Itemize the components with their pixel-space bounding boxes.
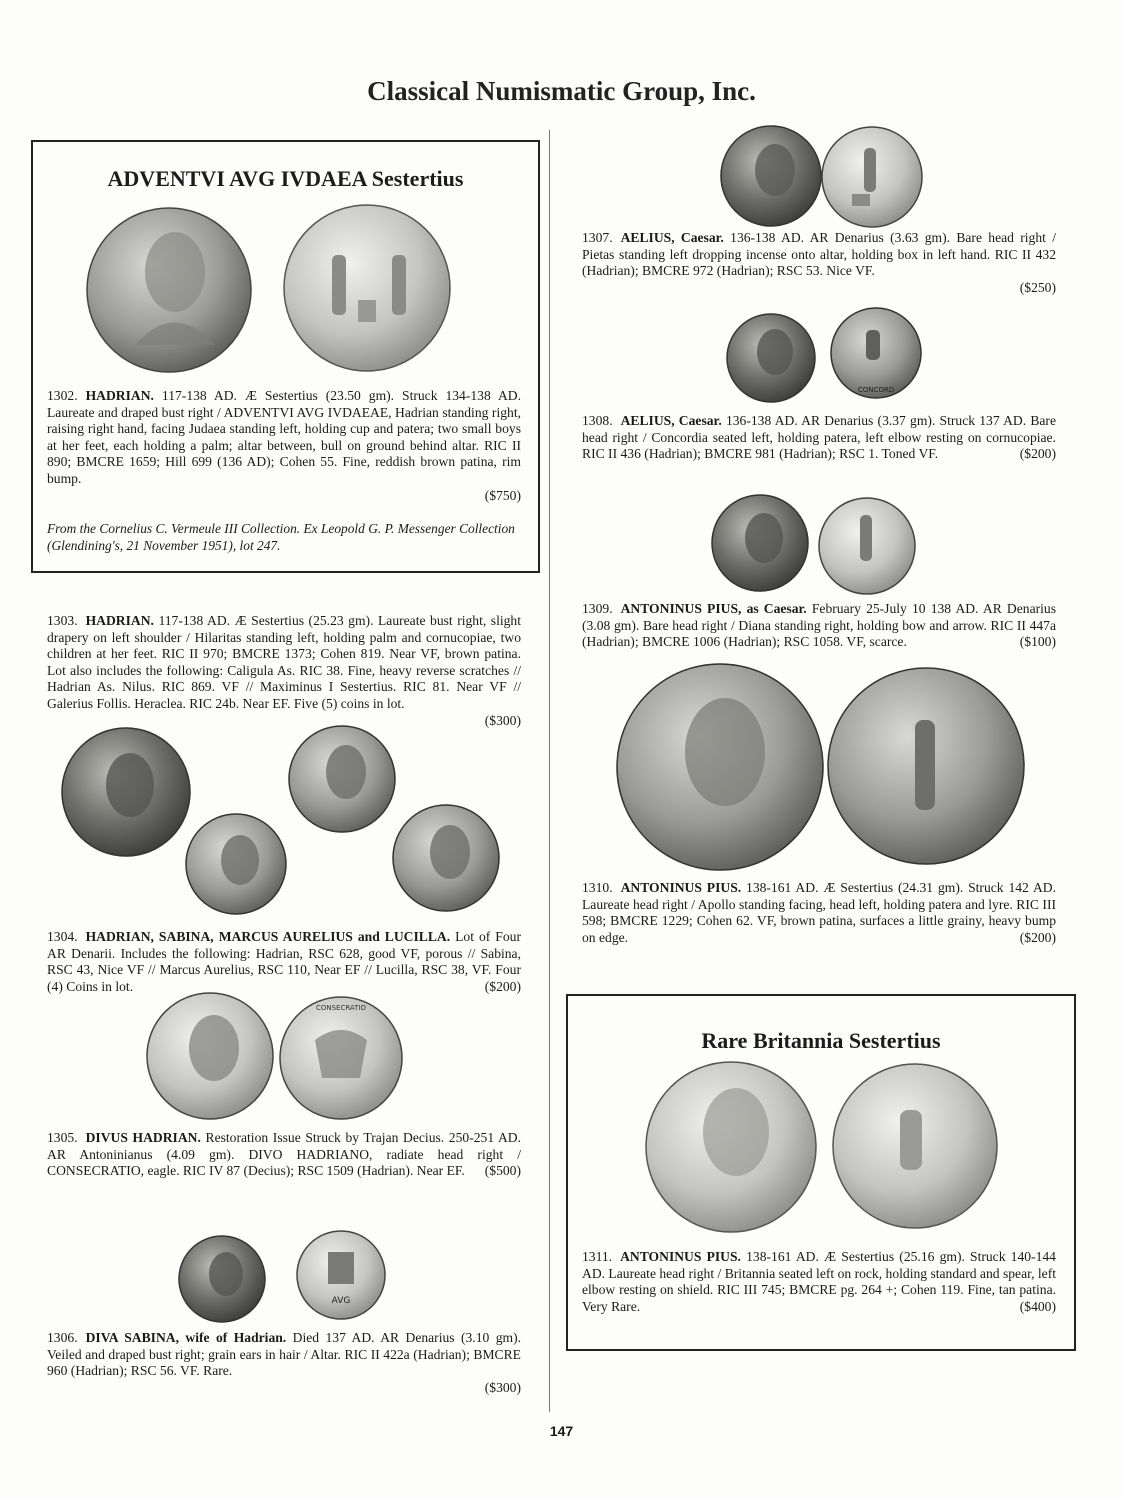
lot-name: ANTONINUS PIUS. xyxy=(620,1249,741,1264)
lot-price: ($400) xyxy=(1019,1298,1056,1314)
coin-1305-obverse xyxy=(147,993,273,1119)
lot-name: HADRIAN. xyxy=(85,613,154,628)
lot-description: 136-138 AD. AR Denarius (3.37 gm). Struck 137 AD. Bare head right / Concordia seated left, holding patera, left elbow resting on cornucopiae. RIC II 436 (Hadrian); BMCRE 981 (Hadrian); RSC 1. Toned VF. xyxy=(582,413,1056,462)
coin-1310-reverse xyxy=(828,668,1024,864)
lot-price: ($500) xyxy=(484,1163,521,1179)
coin-1303-3 xyxy=(289,726,395,832)
lot-price: ($200) xyxy=(1019,929,1056,945)
lot-1310 xyxy=(582,880,1056,946)
coin-1308-reverse xyxy=(831,308,921,398)
lot-number: 1303. xyxy=(47,613,78,628)
lot-price: ($200) xyxy=(1019,446,1056,462)
lot-1309 xyxy=(582,601,1056,651)
lot-description: Died 137 AD. AR Denarius (3.10 gm). Veiled and draped bust right; grain ears in hair / Altar. RIC II 422a (Hadrian); BMCRE 960 (Hadrian); RSC 56. VF. Rare. xyxy=(47,1330,522,1379)
lot-price: ($250) xyxy=(1019,279,1056,295)
lot-number: 1309. xyxy=(582,601,613,616)
coin-1309-obverse xyxy=(712,495,808,591)
lot-description: Lot of Four AR Denarii. Includes the following: Hadrian, RSC 628, good VF, porous // Sabina, RSC 43, Nice VF // Marcus Aurelius, RSC 110, Near EF // Lucilla, RSC 38, VF. Four (4) Coins in lot. xyxy=(47,929,521,994)
lot-name: DIVA SABINA, wife of Hadrian. xyxy=(85,1330,287,1345)
coin-1302-obverse xyxy=(87,208,251,372)
lot-description: Restoration Issue Struck by Trajan Decius. 250-251 AD. AR Antoninianus (4.09 gm). DIVO HADRIANO, radiate head right / CONSECRATIO, eagle. RIC IV 87 (Decius); RSC 1509 (Hadrian). Near EF. xyxy=(47,1130,522,1179)
coin-1306-obverse xyxy=(179,1236,265,1322)
lot-description: 117-138 AD. Æ Sestertius (25.23 gm). Laureate bust right, slight drapery on left shoulder / Hilaritas standing left, holding palm and cornucopiae, two children at her feet. RIC II 970; BMCRE 1373; Cohen 819. Near VF, brown patina. Lot also includes the following: Caligula As. RIC 38. Fine, heavy reverse scratches // Hadrian As. Nilus. RIC 869. VF // Maximinus I Sestertius. RIC 81. Near VF // Galerius Follis. Heraclea. RIC 24b. Near EF. Five (5) coins in lot. xyxy=(47,613,521,711)
feature-box-title: ADVENTVI AVG IVDAEA Sestertius xyxy=(107,166,464,191)
lot-number: 1307. xyxy=(582,230,613,245)
lot-number: 1305. xyxy=(47,1130,78,1145)
coin-1310-obverse xyxy=(617,664,823,870)
lot-1305 xyxy=(47,1130,521,1180)
coin-1311-obverse xyxy=(646,1062,816,1232)
coin-legend-1308: CONCORD xyxy=(857,386,895,394)
lot-number: 1310. xyxy=(582,880,613,895)
lot-1304 xyxy=(47,929,521,995)
lot-1302-provenance: From the Cornelius C. Vermeule III Collection. Ex Leopold G. P. Messenger Collection (Glendining's, 21 November 1951), lot 247. xyxy=(47,521,515,553)
coin-1303-1 xyxy=(62,728,190,856)
coin-1311-reverse xyxy=(833,1064,997,1228)
lot-price: ($300) xyxy=(484,1379,521,1395)
lot-name: DIVUS HADRIAN. xyxy=(85,1130,201,1145)
lot-name: AELIUS, Caesar. xyxy=(620,413,722,428)
lot-description: February 25-July 10 138 AD. AR Denarius (3.08 gm). Bare head right / Diana standing right, holding bow and arrow. RIC II 447a (Hadrian); BMCRE 1006 (Hadrian); RSC 1058. VF, scarce. xyxy=(582,601,1056,650)
lot-1308 xyxy=(582,413,1056,463)
coin-1303-4 xyxy=(393,805,499,911)
lot-description: 138-161 AD. Æ Sestertius (25.16 gm). Struck 140-144 AD. Laureate head right / Britannia seated left on rock, holding standard and spear, left elbow resting on shield. RIC III 745; BMCRE pg. 264 +; Cohen 119. Fine, tan patina. Very Rare. xyxy=(582,1249,1056,1314)
lot-1307 xyxy=(582,230,1056,296)
coin-1309-reverse xyxy=(819,498,915,594)
lot-description: 117-138 AD. Æ Sestertius (23.50 gm). Struck 134-138 AD. Laureate and draped bust right / ADVENTVI AVG IVDAEAE, Hadrian standing right, raising right hand, facing Judaea standing left, holding cup and patera; two small boys at her feet, each holding a palm; altar between, bull on ground behind altar. RIC II 890; BMCRE 1659; Hill 699 (136 AD); Cohen 55. Fine, reddish brown patina, rim bump. xyxy=(47,388,521,486)
coin-1306-reverse xyxy=(297,1231,385,1319)
coin-1305-reverse xyxy=(280,997,402,1119)
lot-1306 xyxy=(47,1330,521,1396)
coin-1307-obverse xyxy=(721,126,821,226)
coin-1308-obverse xyxy=(727,314,815,402)
lot-1303 xyxy=(47,613,521,729)
page-number: 147 xyxy=(549,1423,574,1439)
page-header: Classical Numismatic Group, Inc. xyxy=(367,76,756,106)
coin-legend-1305: CONSECRATIO xyxy=(315,1004,367,1012)
lot-price: ($100) xyxy=(1019,634,1056,650)
lot-number: 1308. xyxy=(582,413,613,428)
lot-name: ANTONINUS PIUS, as Caesar. xyxy=(620,601,807,616)
lot-1311 xyxy=(582,1249,1056,1315)
lot-number: 1306. xyxy=(47,1330,78,1345)
coin-legend-1306: AVG xyxy=(331,1296,351,1306)
lot-name: ANTONINUS PIUS. xyxy=(620,880,742,895)
lot-name: AELIUS, Caesar. xyxy=(620,230,724,245)
lot-description: 136-138 AD. AR Denarius (3.63 gm). Bare head right / Pietas standing left dropping incense onto altar, holding box in left hand. RIC II 432 (Hadrian); BMCRE 972 (Hadrian); RSC 53. Nice VF. xyxy=(582,230,1056,279)
lot-price: ($300) xyxy=(484,712,521,728)
lot-price: ($200) xyxy=(484,978,521,994)
coin-1302-reverse xyxy=(284,205,450,371)
lot-price: ($750) xyxy=(484,487,521,503)
lot-name: HADRIAN. xyxy=(85,388,154,403)
coin-1303-2 xyxy=(186,814,286,914)
lot-number: 1311. xyxy=(582,1249,613,1264)
lot-number: 1304. xyxy=(47,929,78,944)
feature-box-title: Rare Britannia Sestertius xyxy=(701,1028,941,1053)
lot-number: 1302. xyxy=(47,388,78,403)
coin-1307-reverse xyxy=(822,127,922,227)
lot-1302 xyxy=(47,388,521,504)
lot-description: 138-161 AD. Æ Sestertius (24.31 gm). Struck 142 AD. Laureate head right / Apollo standing facing, head left, holding patera and lyre. RIC III 598; BMCRE 1229; Cohen 62. VF, brown patina, surfaces a little grainy, heavy bump on edge. xyxy=(582,880,1056,945)
lot-name: HADRIAN, SABINA, MARCUS AURELIUS and LUCILLA. xyxy=(85,929,451,944)
